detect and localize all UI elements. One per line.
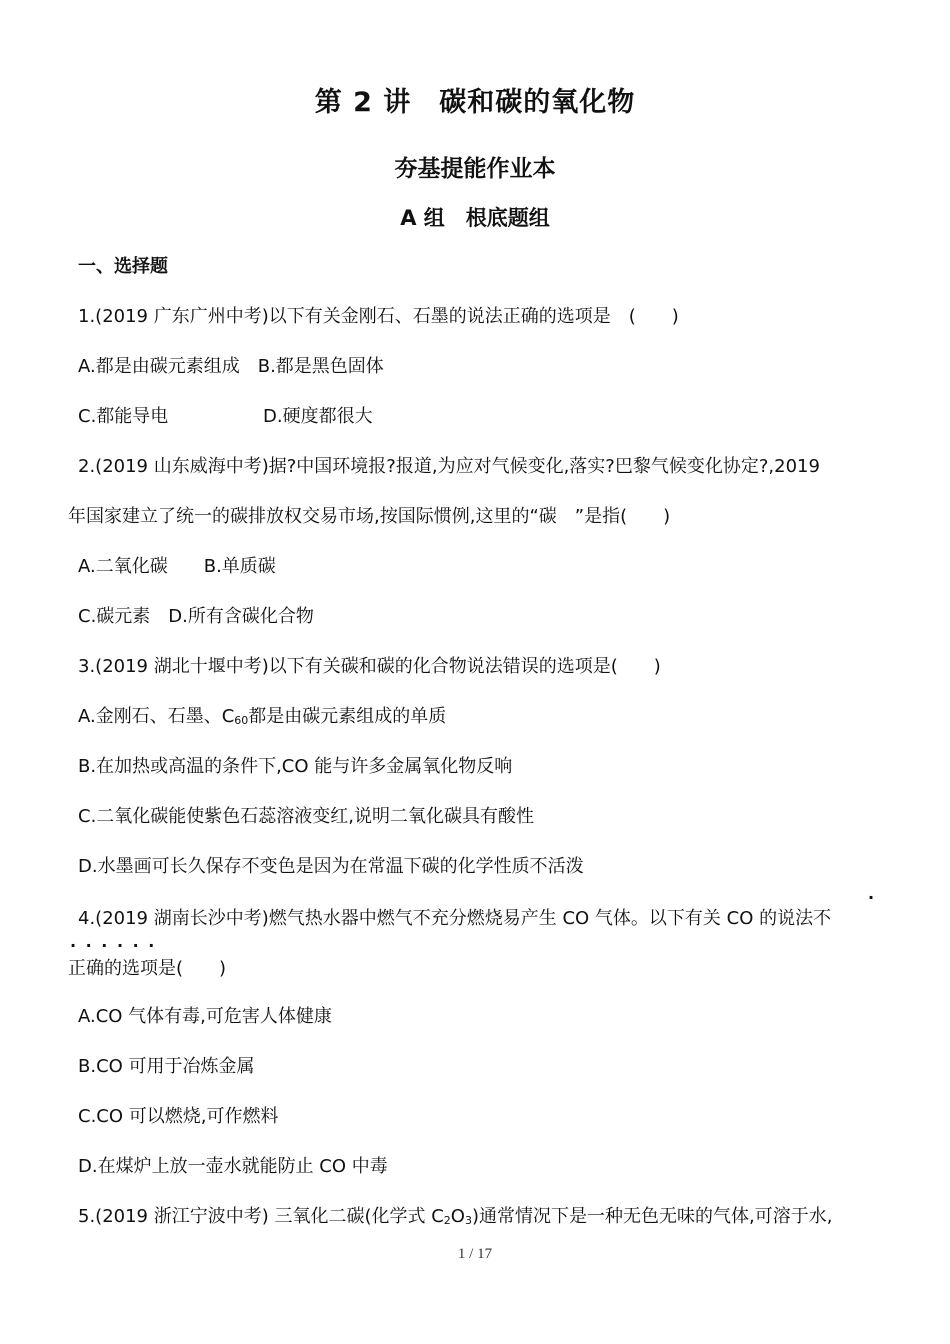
question-5-stem bbox=[78, 1205, 832, 1229]
question-2-options-ab: A.二氧化碳 B.单质碳 bbox=[78, 556, 276, 577]
question-3-option-a-text: A.金刚石、石墨、C bbox=[78, 706, 235, 727]
question-4-option-b: B.CO 可用于冶炼金属 bbox=[78, 1056, 255, 1077]
question-5-stem-rest: )通常情况下是一种无色无味的气体,可溶于水, bbox=[471, 1206, 833, 1227]
question-3-stem: 3.(2019 湖北十堰中考)以下有关碳和碳的化合物说法错误的选项是( ) bbox=[78, 656, 661, 677]
question-3-option-a-rest: 都是由碳元素组成的单质 bbox=[248, 706, 447, 727]
question-3-option-a bbox=[78, 705, 446, 729]
question-3-option-b: B.在加热或高温的条件下,CO 能与许多金属氧化物反响 bbox=[78, 756, 513, 777]
question-5-stem-text: 5.(2019 浙江宁波中考) 三氧化二碳(化学式 C bbox=[78, 1206, 444, 1227]
section-heading: 一、选择题 bbox=[78, 256, 168, 277]
workbook-subtitle: 夯基提能作业本 bbox=[394, 156, 556, 182]
question-2-stem-line-2: 年国家建立了统一的碳排放权交易市场,按国际惯例,这里的“碳 ”是指( ) bbox=[68, 506, 671, 527]
lesson-title: 第 2 讲 碳和碳的氧化物 bbox=[314, 87, 636, 118]
formula-o: O bbox=[450, 1206, 465, 1227]
question-4-option-c: C.CO 可以燃烧,可作燃料 bbox=[78, 1106, 279, 1127]
question-2-options-cd: C.碳元素 D.所有含碳化合物 bbox=[78, 606, 314, 627]
subscript-2: 2 bbox=[443, 1214, 451, 1227]
group-heading: A 组 根底题组 bbox=[400, 206, 550, 230]
emphasis-dot: · bbox=[868, 888, 877, 907]
question-3-option-d: D.水墨画可长久保存不变色是因为在常温下碳的化学性质不活泼 bbox=[78, 856, 584, 877]
question-3-option-c: C.二氧化碳能使紫色石蕊溶液变红,说明二氧化碳具有酸性 bbox=[78, 806, 535, 827]
question-4-stem-line-2: 正确的选项是( ) bbox=[68, 958, 227, 979]
question-2-stem-line-1: 2.(2019 山东威海中考)据?中国环境报?报道,为应对气候变化,落实?巴黎气候变化协定?,2019 bbox=[78, 456, 820, 477]
subscript-3: 3 bbox=[464, 1214, 472, 1227]
question-4-option-d: D.在煤炉上放一壶水就能防止 CO 中毒 bbox=[78, 1156, 388, 1177]
question-1-option-c: C.都能导电 bbox=[78, 406, 169, 427]
question-4-stem-line-1: 4.(2019 湖南长沙中考)燃气热水器中燃气不充分燃烧易产生 CO 气体。以下有关 CO 的说法不 bbox=[78, 908, 832, 929]
page-number: 1 / 17 bbox=[457, 1246, 493, 1262]
question-1-stem: 1.(2019 广东广州中考)以下有关金刚石、石墨的说法正确的选项是 ( ) bbox=[78, 306, 679, 327]
question-1-options-ab: A.都是由碳元素组成 B.都是黑色固体 bbox=[78, 356, 384, 377]
question-1-option-d: D.硬度都很大 bbox=[263, 406, 373, 427]
question-4-option-a: A.CO 气体有毒,可危害人体健康 bbox=[78, 1006, 332, 1027]
emphasis-dots: · · · · · · bbox=[70, 936, 157, 955]
subscript-60: 60 bbox=[234, 714, 249, 727]
